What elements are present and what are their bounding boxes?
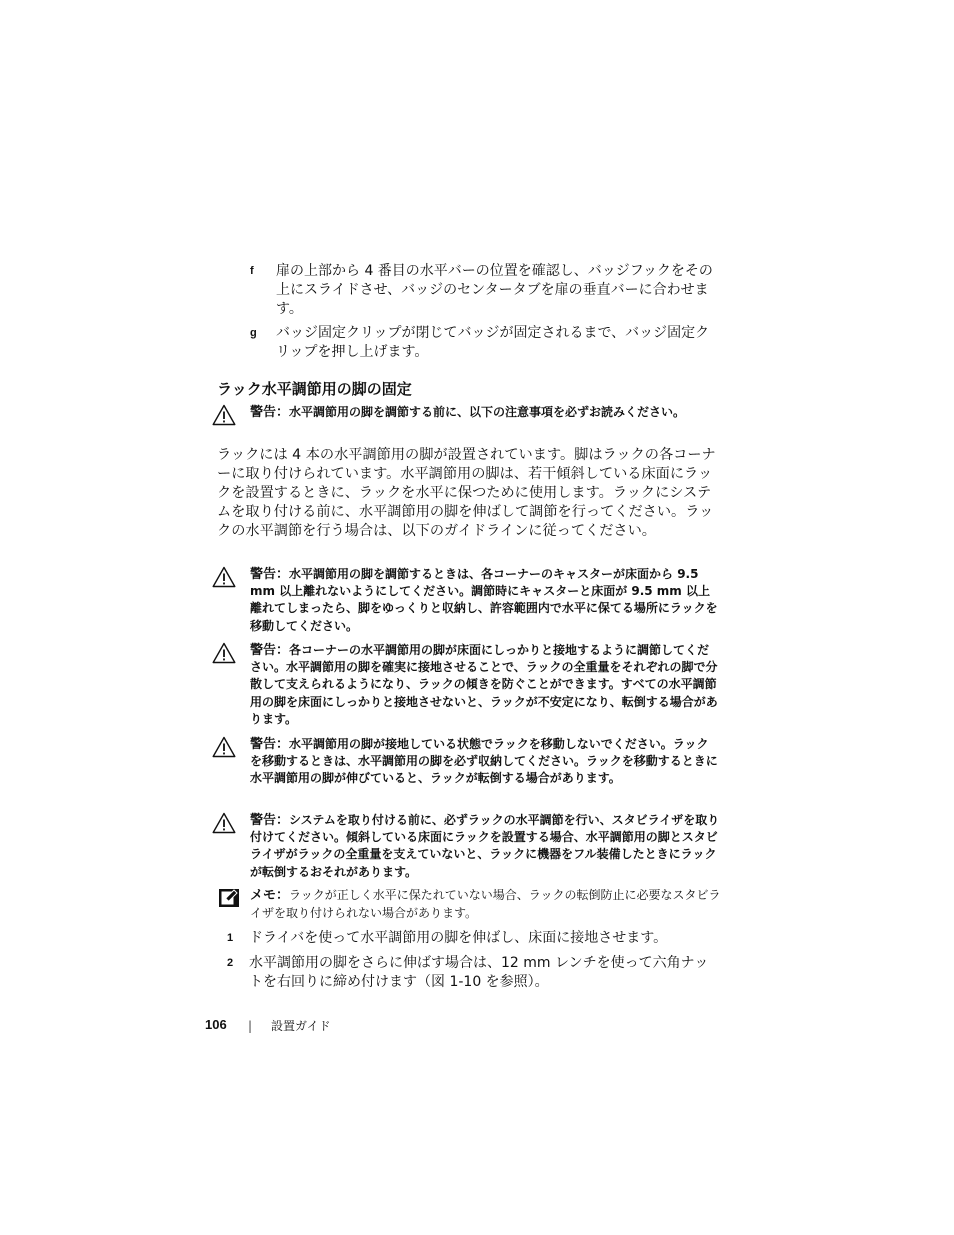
warning-body: システムを取り付ける前に、必ずラックの水平調節を行い、スタビライザを取り付けてください。傾斜している床面にラックを設置する場合、水平調節用の脚とスタビライザがラックの全重量を支えていないと、ラックに機器をフル装備したときにラックが転倒するおそれがあります。 — [250, 813, 720, 879]
numbered-step-1 — [227, 929, 722, 948]
warning-text — [250, 566, 720, 635]
step-number: 1 — [227, 932, 234, 944]
warning-triangle-icon — [212, 642, 236, 664]
note-label: メモ： — [250, 888, 290, 903]
step-f — [250, 262, 720, 319]
footer-separator: | — [248, 1019, 253, 1033]
warning-body: 水平調節用の脚が接地している状態でラックを移動しないでください。ラックを移動するときは、水平調節用の脚を必ず収納してください。ラックを移動するときに水平調節用の脚が伸びていると、ラックが転倒する場合があります。 — [250, 737, 718, 786]
warning-text — [250, 812, 720, 881]
warning-box — [212, 736, 720, 788]
warning-body: 水平調節用の脚を調節するときは、各コーナーのキャスターが床面から 9.5 mm 以上離れないようにしてください。調節時にキャスターと床面が 9.5 mm 以上離れてしまったら、脚をゆっくりと収納し、許容範囲内で水平に保てる場所にラックを移動してください。 — [250, 567, 718, 633]
warning-box — [212, 404, 720, 421]
warning-triangle-icon — [212, 812, 236, 834]
warning-label: 警告： — [250, 405, 290, 420]
warning-body: 各コーナーの水平調節用の脚が床面にしっかりと接地するように調節してください。水平調節用の脚を確実に接地させることで、ラックの全重量をそれぞれの脚で分散して支えられるようになり、ラックの傾きを防ぐことができます。すべての水平調節用の脚を床面にしっかりと接地させないと、ラックが不安定になり、転倒する場合があります。 — [250, 643, 718, 726]
step-text: 水平調節用の脚をさらに伸ばす場合は、12 mm レンチを使って六角ナットを右回りに締め付けます（図 1-10 を参照）。 — [249, 955, 709, 990]
warning-label: 警告： — [250, 643, 290, 658]
step-text: ドライバを使って水平調節用の脚を伸ばし、床面に接地させます。 — [249, 930, 668, 946]
warning-box — [212, 642, 720, 728]
numbered-step-2 — [227, 954, 722, 992]
note-body: ラックが正しく水平に保たれていない場合、ラックの転倒防止に必要なスタビライザを取り付けられない場合があります。 — [250, 888, 721, 920]
warning-triangle-icon — [212, 736, 236, 758]
body-paragraph: ラックには 4 本の水平調節用の脚が設置されています。脚はラックの各コーナーに取り付けられています。水平調節用の脚は、若干傾斜している床面にラックを設置するときに、ラックを水平に保つために使用します。ラックにシステムを取り付ける前に、水平調節用の脚を伸ばして調節を行ってください。ラックの水平調節を行う場合は、以下のガイドラインに従ってください。 — [217, 447, 716, 539]
warning-triangle-icon — [212, 566, 236, 588]
warning-text — [250, 642, 720, 728]
step-text: バッジ固定クリップが閉じてバッジが固定されるまで、バッジ固定クリップを押し上げます。 — [276, 325, 710, 360]
note-box — [217, 887, 722, 922]
step-marker: g — [250, 327, 257, 339]
warning-triangle-icon — [212, 404, 236, 426]
warning-text — [250, 404, 720, 421]
step-number: 2 — [227, 957, 234, 969]
section-heading: ラック水平調節用の脚の固定 — [217, 380, 412, 398]
note-text — [250, 887, 722, 922]
warning-box — [212, 812, 720, 881]
warning-box — [212, 566, 720, 635]
step-marker: f — [250, 265, 254, 277]
warning-text — [250, 736, 720, 788]
page-footer — [205, 1017, 331, 1033]
page-number: 106 — [205, 1017, 227, 1032]
note-pencil-icon — [219, 889, 239, 907]
warning-label: 警告： — [250, 737, 290, 752]
warning-body: 水平調節用の脚を調節する前に、以下の注意事項を必ずお読みください。 — [289, 405, 686, 419]
step-g — [250, 324, 720, 362]
warning-label: 警告： — [250, 813, 290, 828]
document-title: 設置ガイド — [271, 1019, 331, 1033]
warning-label: 警告： — [250, 567, 290, 582]
step-text: 扉の上部から 4 番目の水平バーの位置を確認し、バッジフックをその上にスライドさせ、バッジのセンタータブを扉の垂直バーに合わせます。 — [276, 263, 713, 317]
